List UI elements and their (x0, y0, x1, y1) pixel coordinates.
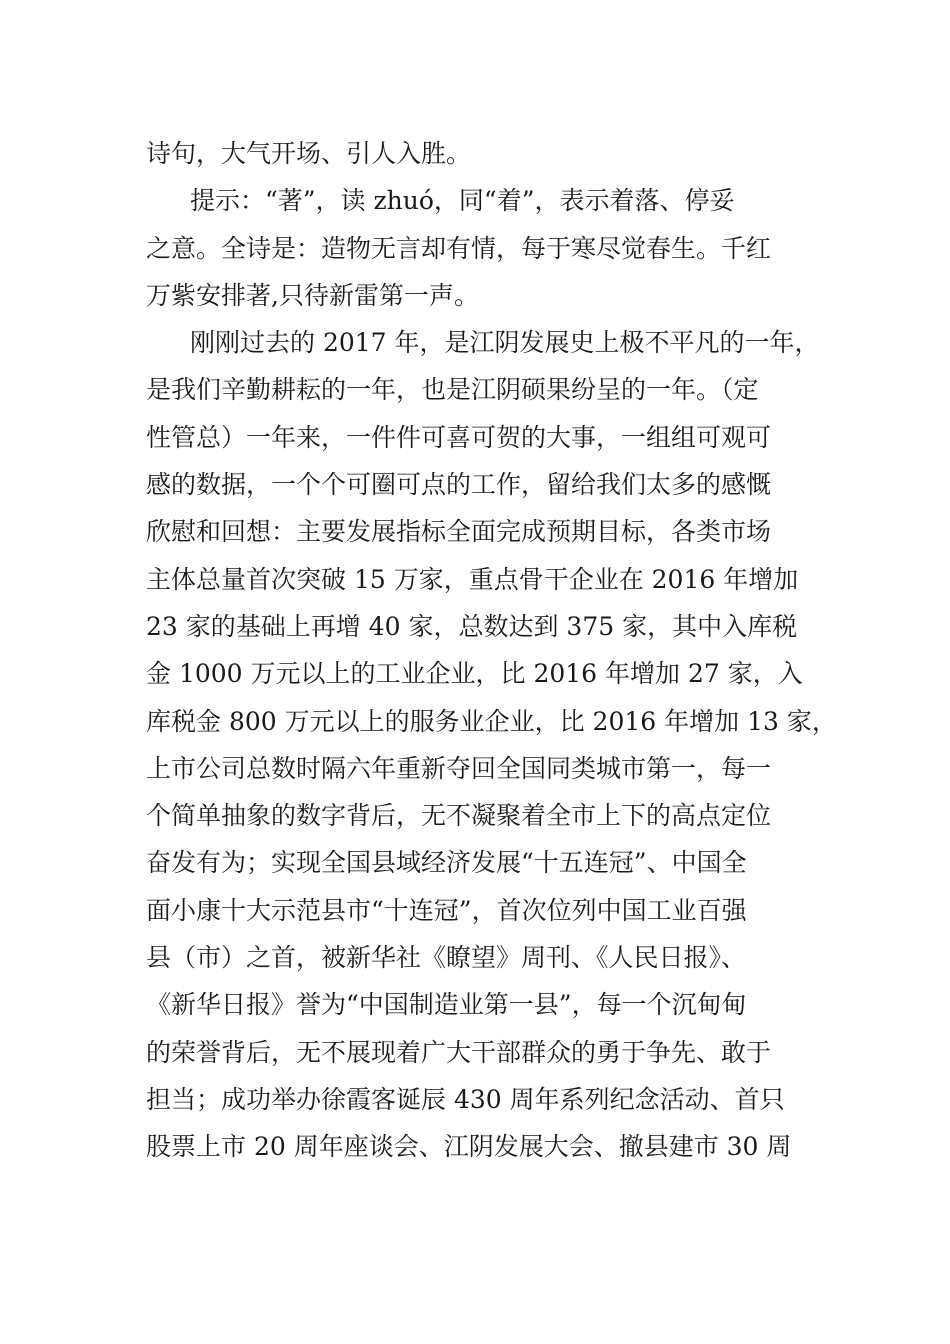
text-line: 面小康十大示范县市“十连冠”，首次位列中国工业百强 (146, 895, 747, 925)
text-line: 个简单抽象的数字背后，无不凝聚着全市上下的高点定位 (146, 801, 772, 831)
text-line: 担当；成功举办徐霞客诞辰 430 周年系列纪念活动、首只 (146, 1084, 785, 1114)
text-line: 的荣誉背后，无不展现着广大干部群众的勇于争先、敢于 (146, 1037, 772, 1067)
text-line: 刚刚过去的 2017 年，是江阴发展史上极不平凡的一年， (190, 328, 820, 358)
text-line: 主体总量首次突破 15 万家，重点骨干企业在 2016 年增加 (146, 564, 799, 594)
text-line: 诗句，大气开场、引人入胜。 (146, 139, 472, 168)
text-line: 感的数据，一个个可圈可点的工作，留给我们太多的感慨 (146, 470, 772, 500)
text-line: 股票上市 20 周年座谈会、江阴发展大会、撤县建市 30 周 (146, 1132, 792, 1162)
body-text (146, 130, 837, 1171)
text-line: 奋发有为；实现全国县域经济发展“十五连冠”、中国全 (146, 848, 747, 878)
text-line: 金 1000 万元以上的工业企业，比 2016 年增加 27 家，入 (146, 659, 803, 689)
text-line: 欣慰和回想：主要发展指标全面完成预期目标，各类市场 (146, 517, 772, 547)
text-line: 库税金 800 万元以上的服务业企业，比 2016 年增加 13 家， (146, 706, 837, 736)
text-line: 提示：“著”，读 zhuó，同“着”，表示着落、停妥 (190, 186, 735, 216)
text-line: 万紫安排著,只待新雷第一声。 (146, 280, 479, 310)
text-line: 上市公司总数时隔六年重新夺回全国同类城市第一，每一 (146, 753, 772, 783)
text-line: 《新华日报》誉为“中国制造业第一县”，每一个沉甸甸 (146, 990, 747, 1020)
text-line: 之意。全诗是：造物无言却有情，每于寒尽觉春生。千红 (146, 233, 772, 263)
text-line: 性管总）一年来，一件件可喜可贺的大事，一组组可观可 (146, 422, 772, 452)
text-line: 23 家的基础上再增 40 家，总数达到 375 家，其中入库税 (146, 611, 798, 641)
text-line: 是我们辛勤耕耘的一年，也是江阴硕果纷呈的一年。（定 (146, 375, 759, 405)
text-line: 县（市）之首，被新华社《瞭望》周刊、《人民日报》、 (146, 943, 747, 973)
